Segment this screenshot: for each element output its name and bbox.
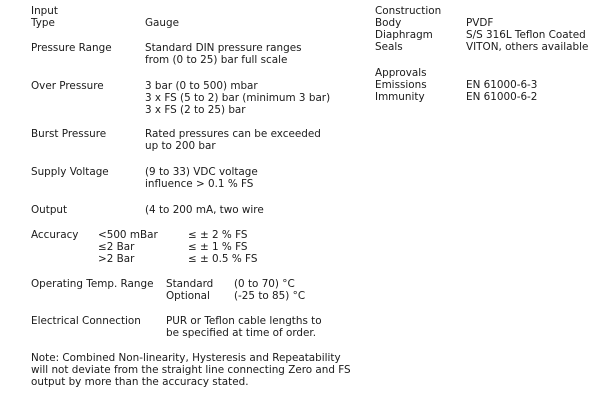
supply-voltage-line: influence > 0.1 % FS [145,178,254,190]
over-pressure-line: 3 bar (0 to 500) mbar [145,80,258,92]
burst-pressure-line: Rated pressures can be exceeded [145,128,321,140]
over-pressure-line: 3 x FS (2 to 25) bar [145,104,246,116]
accuracy-range: <500 mBar [98,229,158,241]
pressure-range-line: Standard DIN pressure ranges [145,42,302,54]
construction-value: VITON, others available [466,41,589,53]
operating-temp-label: Operating Temp. Range [31,278,154,290]
output-label: Output [31,204,68,216]
approvals-heading: Approvals [375,67,427,79]
note-line: Note: Combined Non-linearity, Hysteresis and Repeatability [31,352,341,364]
over-pressure-label: Over Pressure [31,80,104,92]
accuracy-value: ≤ ± 2 % FS [188,229,248,241]
note-line: will not deviate from the straight line connecting Zero and FS [31,364,351,376]
approvals-label: Emissions [375,79,427,91]
type-value: Gauge [145,17,179,29]
approvals-value: EN 61000-6-3 [466,79,538,91]
input-heading: Input [31,5,58,17]
approvals-value: EN 61000-6-2 [466,91,538,103]
output-value: (4 to 200 mA, two wire [145,204,264,216]
supply-voltage-label: Supply Voltage [31,166,109,178]
construction-value: PVDF [466,17,494,29]
electrical-connection-label: Electrical Connection [31,315,141,327]
electrical-connection-line: be specified at time of order. [166,327,317,339]
operating-temp-value: (0 to 70) °C [234,278,295,290]
accuracy-value: ≤ ± 1 % FS [188,241,248,253]
accuracy-range: ≤2 Bar [98,241,135,253]
construction-value: S/S 316L Teflon Coated [466,29,586,41]
over-pressure-line: 3 x FS (5 to 2) bar (minimum 3 bar) [145,92,331,104]
approvals-label: Immunity [375,91,425,103]
construction-heading: Construction [375,5,442,17]
accuracy-label: Accuracy [31,229,79,241]
operating-temp-value: (-25 to 85) °C [234,290,306,302]
operating-temp-option: Standard [166,278,214,290]
operating-temp-option: Optional [166,290,210,302]
note-line: output by more than the accuracy stated. [31,376,249,388]
burst-pressure-line: up to 200 bar [145,140,216,152]
accuracy-value: ≤ ± 0.5 % FS [188,253,258,265]
construction-label: Diaphragm [375,29,433,41]
construction-label: Seals [375,41,403,53]
burst-pressure-label: Burst Pressure [31,128,107,140]
pressure-range-label: Pressure Range [31,42,112,54]
accuracy-range: >2 Bar [98,253,135,265]
electrical-connection-line: PUR or Teflon cable lengths to [166,315,322,327]
supply-voltage-line: (9 to 33) VDC voltage [145,166,258,178]
construction-label: Body [375,17,402,29]
type-label: Type [31,17,55,29]
pressure-range-line: from (0 to 25) bar full scale [145,54,288,66]
